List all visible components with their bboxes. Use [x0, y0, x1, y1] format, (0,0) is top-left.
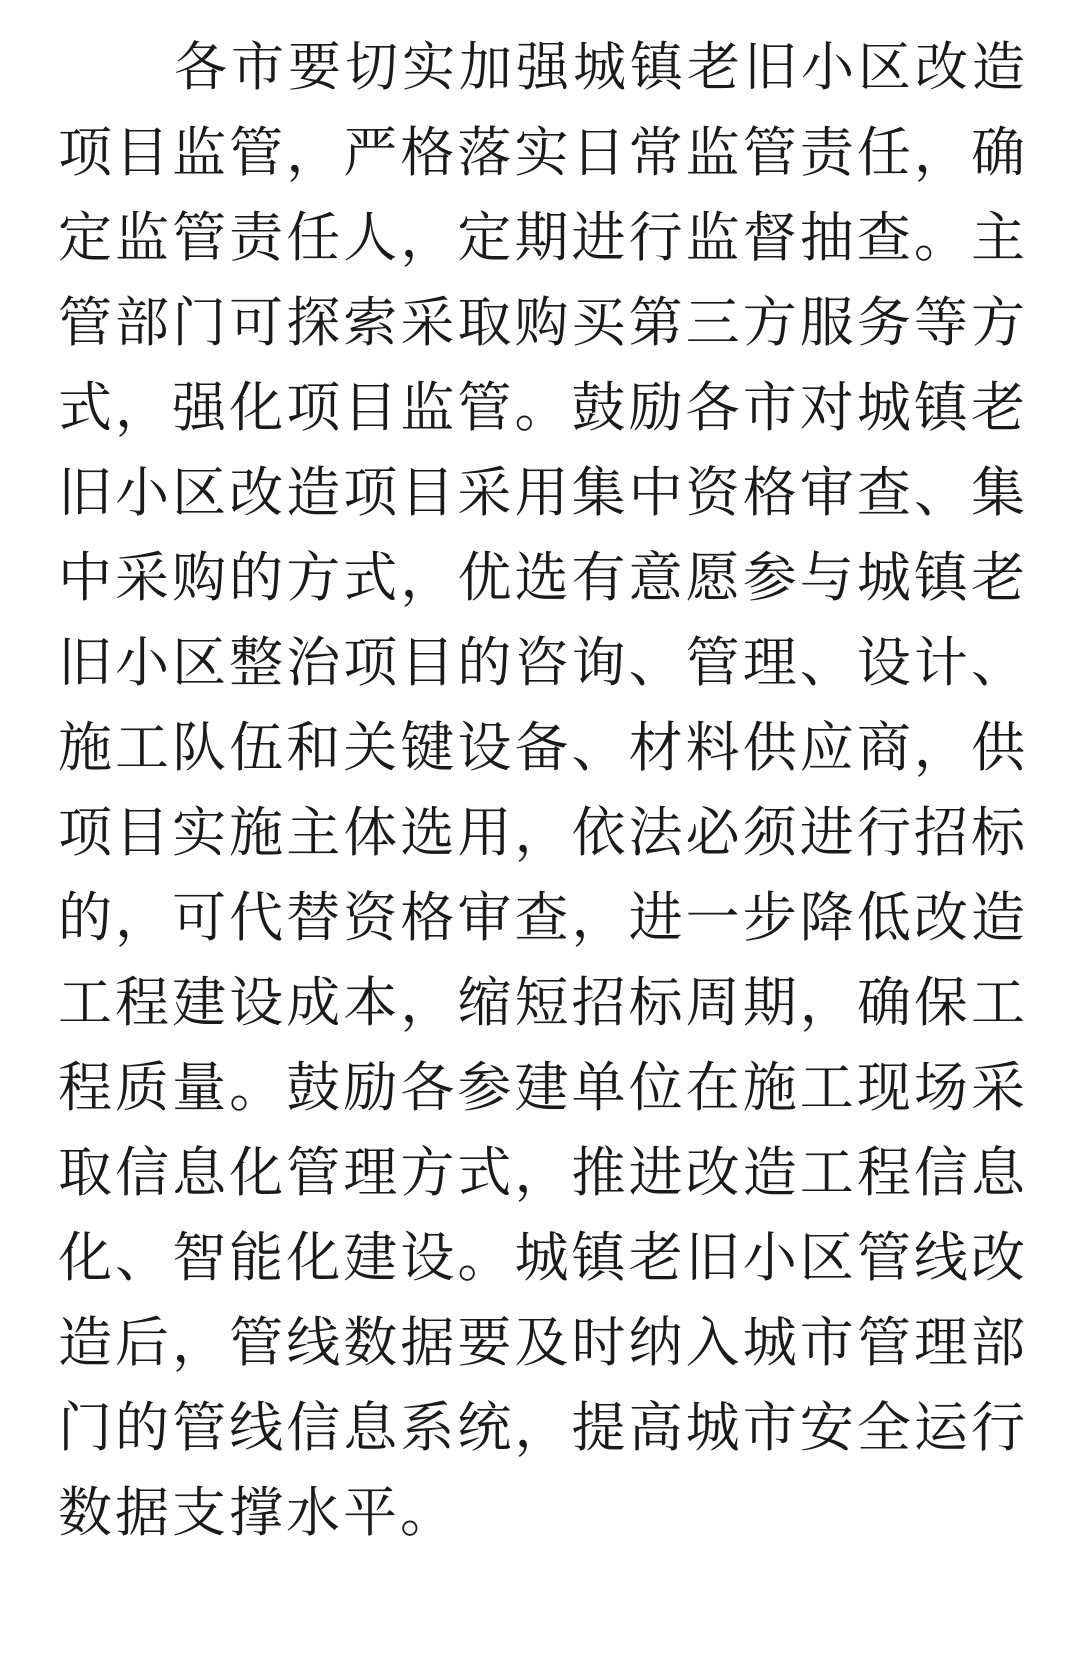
paragraph-line-5: 式，强化项目监管。鼓励各市对城镇老	[58, 376, 1028, 439]
paragraph-line-16: 造后，管线数据要及时纳入城市管理部	[58, 1311, 1028, 1374]
paragraph-line-12: 工程建设成本，缩短招标周期，确保工	[58, 971, 1028, 1034]
paragraph-line-6: 旧小区改造项目采用集中资格审查、集	[58, 461, 1028, 524]
paragraph-line-4: 管部门可探索采取购买第三方服务等方	[58, 291, 1028, 354]
paragraph-line-15: 化、智能化建设。城镇老旧小区管线改	[58, 1226, 1028, 1289]
paragraph-line-2: 项目监管，严格落实日常监管责任，确	[58, 121, 1028, 184]
paragraph-line-3: 定监管责任人，定期进行监督抽查。主	[58, 206, 1028, 269]
paragraph-line-8: 旧小区整治项目的咨询、管理、设计、	[58, 631, 1028, 694]
paragraph-line-13: 程质量。鼓励各参建单位在施工现场采	[58, 1056, 1028, 1119]
paragraph-line-11: 的，可代替资格审查，进一步降低改造	[58, 886, 1028, 949]
paragraph-line-18: 数据支撑水平。	[58, 1481, 457, 1544]
paragraph-line-10: 项目实施主体选用，依法必须进行招标	[58, 801, 1028, 864]
paragraph-line-1: 各市要切实加强城镇老旧小区改造	[174, 37, 1028, 98]
paragraph-line-14: 取信息化管理方式，推进改造工程信息	[58, 1141, 1028, 1204]
paragraph-line-7: 中采购的方式，优选有意愿参与城镇老	[58, 546, 1028, 609]
paragraph-line-17: 门的管线信息系统，提高城市安全运行	[58, 1396, 1028, 1459]
paragraph-line-9: 施工队伍和关键设备、材料供应商，供	[58, 716, 1028, 779]
